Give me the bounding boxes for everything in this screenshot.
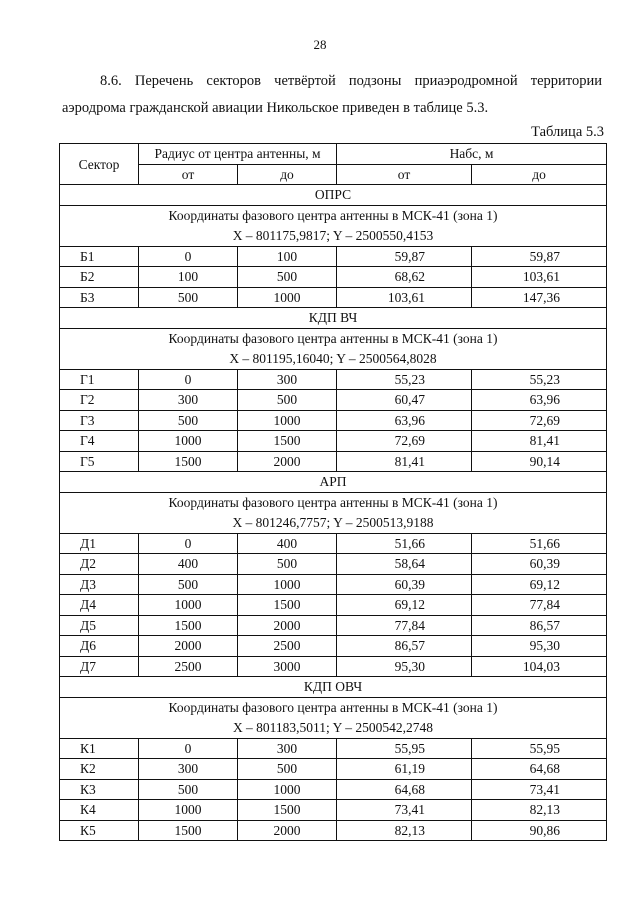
cell-radius-from: 300 <box>139 390 238 411</box>
section-coordinates <box>60 492 607 533</box>
cell-radius-from: 400 <box>139 554 238 575</box>
cell-radius-from: 0 <box>139 533 238 554</box>
section-title-row <box>60 185 607 206</box>
cell-habs-from: 59,87 <box>337 246 472 267</box>
cell-habs-to: 81,41 <box>472 431 607 452</box>
cell-habs-from: 73,41 <box>337 800 472 821</box>
cell-sector: Б3 <box>60 287 139 308</box>
cell-radius-to: 3000 <box>238 656 337 677</box>
cell-radius-from: 500 <box>139 779 238 800</box>
intro-word: территории <box>530 73 602 89</box>
intro-word: подзоны <box>348 73 402 89</box>
cell-sector: К5 <box>60 820 139 841</box>
coordinates-description: Координаты фазового центра антенны в МСК-41 (зона 1) <box>168 494 498 510</box>
section-title-row <box>60 308 607 329</box>
intro-word: приаэродромной <box>414 73 518 89</box>
section-coordinates <box>60 205 607 246</box>
cell-radius-to: 1500 <box>238 595 337 616</box>
cell-habs-from: 77,84 <box>337 615 472 636</box>
cell-habs-from: 68,62 <box>337 267 472 288</box>
coordinates-values: X – 801183,5011; Y – 2500542,2748 <box>232 719 434 735</box>
section-title: КДП ОВЧ <box>60 677 607 698</box>
table-row <box>60 656 607 677</box>
header-sector: Сектор <box>60 144 139 185</box>
table-row <box>60 554 607 575</box>
cell-radius-to: 1500 <box>238 800 337 821</box>
table-row <box>60 410 607 431</box>
table-row <box>60 431 607 452</box>
cell-radius-to: 1000 <box>238 287 337 308</box>
cell-habs-to: 59,87 <box>472 246 607 267</box>
cell-radius-from: 0 <box>139 369 238 390</box>
table-row <box>60 533 607 554</box>
header-habs-from: от <box>337 164 472 185</box>
table-caption: Таблица 5.3 <box>531 124 604 140</box>
cell-radius-to: 1000 <box>238 779 337 800</box>
cell-radius-from: 500 <box>139 287 238 308</box>
cell-radius-to: 500 <box>238 267 337 288</box>
cell-radius-from: 0 <box>139 738 238 759</box>
sectors-table <box>59 143 607 841</box>
section-coordinates-row <box>60 697 607 738</box>
coordinates-values: X – 801195,16040; Y – 2500564,8028 <box>229 350 437 366</box>
cell-habs-from: 81,41 <box>337 451 472 472</box>
cell-radius-from: 2500 <box>139 656 238 677</box>
table-row <box>60 246 607 267</box>
section-title: КДП ВЧ <box>60 308 607 329</box>
cell-radius-to: 1000 <box>238 410 337 431</box>
table-row <box>60 800 607 821</box>
table-subheader-row <box>60 164 607 185</box>
section-title: АРП <box>60 472 607 493</box>
intro-paragraph <box>62 68 602 122</box>
cell-radius-to: 2500 <box>238 636 337 657</box>
cell-sector: Д4 <box>60 595 139 616</box>
cell-habs-from: 63,96 <box>337 410 472 431</box>
cell-habs-to: 104,03 <box>472 656 607 677</box>
cell-radius-from: 300 <box>139 759 238 780</box>
cell-sector: К3 <box>60 779 139 800</box>
cell-radius-to: 400 <box>238 533 337 554</box>
cell-habs-to: 86,57 <box>472 615 607 636</box>
header-radius-from: от <box>139 164 238 185</box>
table-row <box>60 820 607 841</box>
cell-habs-from: 60,39 <box>337 574 472 595</box>
cell-habs-to: 82,13 <box>472 800 607 821</box>
cell-radius-to: 2000 <box>238 451 337 472</box>
table-row <box>60 267 607 288</box>
section-coordinates <box>60 328 607 369</box>
cell-radius-from: 1000 <box>139 595 238 616</box>
table-row <box>60 451 607 472</box>
cell-sector: К2 <box>60 759 139 780</box>
cell-sector: Д5 <box>60 615 139 636</box>
cell-habs-to: 147,36 <box>472 287 607 308</box>
table-row <box>60 390 607 411</box>
cell-radius-from: 500 <box>139 410 238 431</box>
cell-radius-from: 1500 <box>139 451 238 472</box>
cell-sector: Д3 <box>60 574 139 595</box>
table-row <box>60 574 607 595</box>
cell-habs-to: 77,84 <box>472 595 607 616</box>
intro-line-2: аэродрома гражданской авиации Никольское приведен в таблице 5.3. <box>62 100 489 116</box>
cell-habs-from: 95,30 <box>337 656 472 677</box>
cell-radius-from: 100 <box>139 267 238 288</box>
table-row <box>60 287 607 308</box>
header-radius-to: до <box>238 164 337 185</box>
cell-sector: К1 <box>60 738 139 759</box>
cell-sector: Г2 <box>60 390 139 411</box>
cell-radius-from: 500 <box>139 574 238 595</box>
cell-sector: Г4 <box>60 431 139 452</box>
coordinates-description: Координаты фазового центра антенны в МСК-41 (зона 1) <box>168 699 498 715</box>
cell-habs-to: 69,12 <box>472 574 607 595</box>
header-habs-to: до <box>472 164 607 185</box>
header-habs: Набс, м <box>337 144 607 165</box>
section-coordinates-row <box>60 492 607 533</box>
cell-sector: К4 <box>60 800 139 821</box>
coordinates-description: Координаты фазового центра антенны в МСК-41 (зона 1) <box>168 330 498 346</box>
cell-sector: Г1 <box>60 369 139 390</box>
cell-sector: Д6 <box>60 636 139 657</box>
table-row <box>60 615 607 636</box>
cell-habs-to: 95,30 <box>472 636 607 657</box>
header-radius: Радиус от центра антенны, м <box>139 144 337 165</box>
intro-word: Перечень <box>134 73 194 89</box>
intro-word: секторов <box>206 73 262 89</box>
cell-radius-to: 2000 <box>238 615 337 636</box>
table-row <box>60 636 607 657</box>
cell-radius-to: 2000 <box>238 820 337 841</box>
cell-habs-from: 103,61 <box>337 287 472 308</box>
cell-habs-to: 51,66 <box>472 533 607 554</box>
table-row <box>60 759 607 780</box>
intro-word: четвёртой <box>274 73 336 89</box>
cell-radius-to: 1500 <box>238 431 337 452</box>
cell-sector: Д7 <box>60 656 139 677</box>
cell-radius-to: 500 <box>238 554 337 575</box>
cell-habs-to: 60,39 <box>472 554 607 575</box>
cell-habs-to: 64,68 <box>472 759 607 780</box>
cell-habs-from: 55,95 <box>337 738 472 759</box>
coordinates-values: X – 801246,7757; Y – 2500513,9188 <box>232 514 434 530</box>
table-row <box>60 595 607 616</box>
cell-sector: Г3 <box>60 410 139 431</box>
cell-habs-from: 82,13 <box>337 820 472 841</box>
coordinates-values: X – 801175,9817; Y – 2500550,4153 <box>232 227 434 243</box>
intro-line-1 <box>62 68 602 95</box>
cell-habs-from: 64,68 <box>337 779 472 800</box>
cell-radius-from: 1500 <box>139 615 238 636</box>
section-title: ОПРС <box>60 185 607 206</box>
cell-sector: Б1 <box>60 246 139 267</box>
cell-habs-from: 51,66 <box>337 533 472 554</box>
table-row <box>60 779 607 800</box>
cell-habs-to: 55,23 <box>472 369 607 390</box>
section-coordinates-row <box>60 328 607 369</box>
table-header-row <box>60 144 607 165</box>
cell-radius-to: 1000 <box>238 574 337 595</box>
table-body <box>60 185 607 841</box>
cell-habs-from: 58,64 <box>337 554 472 575</box>
cell-habs-to: 72,69 <box>472 410 607 431</box>
section-title-row <box>60 472 607 493</box>
cell-radius-to: 300 <box>238 738 337 759</box>
cell-sector: Б2 <box>60 267 139 288</box>
cell-radius-to: 500 <box>238 759 337 780</box>
table-row <box>60 369 607 390</box>
cell-habs-to: 63,96 <box>472 390 607 411</box>
cell-habs-from: 60,47 <box>337 390 472 411</box>
coordinates-description: Координаты фазового центра антенны в МСК-41 (зона 1) <box>168 207 498 223</box>
cell-habs-to: 73,41 <box>472 779 607 800</box>
cell-sector: Д1 <box>60 533 139 554</box>
cell-habs-to: 90,86 <box>472 820 607 841</box>
page-number: 28 <box>313 37 327 52</box>
cell-habs-to: 90,14 <box>472 451 607 472</box>
cell-radius-from: 2000 <box>139 636 238 657</box>
section-title-row <box>60 677 607 698</box>
cell-radius-to: 500 <box>238 390 337 411</box>
section-coordinates <box>60 697 607 738</box>
cell-radius-from: 1000 <box>139 431 238 452</box>
table-row <box>60 738 607 759</box>
intro-word: 8.6. <box>100 73 122 89</box>
cell-habs-from: 55,23 <box>337 369 472 390</box>
cell-habs-from: 72,69 <box>337 431 472 452</box>
cell-radius-from: 1500 <box>139 820 238 841</box>
cell-radius-to: 100 <box>238 246 337 267</box>
cell-radius-from: 1000 <box>139 800 238 821</box>
cell-radius-from: 0 <box>139 246 238 267</box>
cell-habs-to: 55,95 <box>472 738 607 759</box>
cell-sector: Г5 <box>60 451 139 472</box>
cell-habs-from: 86,57 <box>337 636 472 657</box>
cell-habs-from: 69,12 <box>337 595 472 616</box>
cell-sector: Д2 <box>60 554 139 575</box>
cell-habs-to: 103,61 <box>472 267 607 288</box>
cell-habs-from: 61,19 <box>337 759 472 780</box>
cell-radius-to: 300 <box>238 369 337 390</box>
section-coordinates-row <box>60 205 607 246</box>
